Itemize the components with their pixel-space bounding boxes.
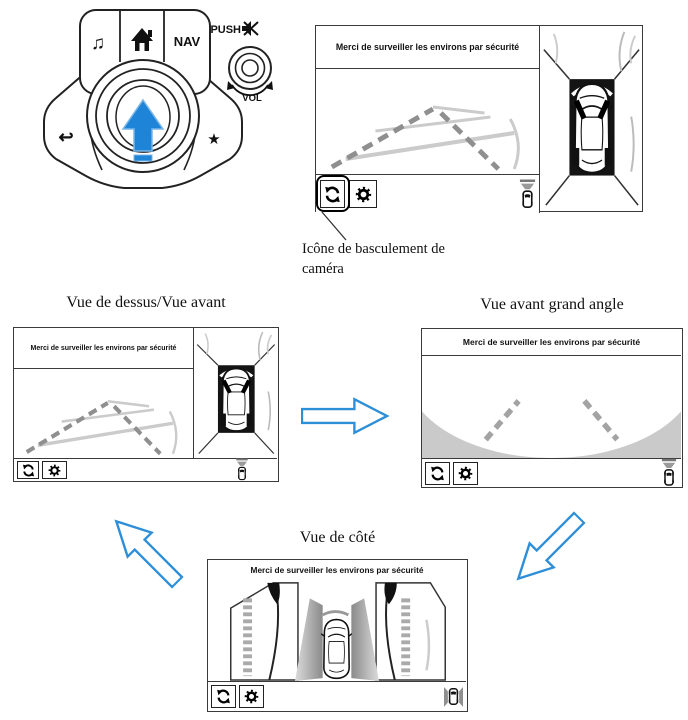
camera-toggle-button[interactable] [211,685,236,708]
toolbar [422,458,681,486]
vehicle-front-sensor-icon [519,178,536,210]
camera-toggle-button[interactable] [425,462,450,485]
settings-button[interactable] [42,461,67,479]
screen-top-front [13,327,279,482]
camera-toggle-icon [22,464,35,477]
back-arrow-icon: ↩ [58,127,74,147]
caption-side-view: Vue de côté [299,529,376,546]
favorite-button[interactable] [207,131,220,148]
cycle-arrow-up-left [100,505,192,597]
cycle-arrow-right [301,396,391,436]
wide-angle-view [422,356,681,458]
settings-button[interactable] [453,462,478,485]
cycle-arrow-down-left [502,503,594,595]
safety-message: Merci de surveiller les environs par sécurité [422,329,681,356]
caption-wide-angle: Vue avant grand angle [480,296,624,313]
settings-gear-icon [48,464,61,477]
highlight-ring [316,175,350,212]
camera-toggle-icon [216,689,231,704]
music-button[interactable] [91,33,105,54]
settings-gear-icon [355,186,372,203]
vol-label: VOL [242,93,262,104]
camera-toggle-annotation: Icône de basculement de caméra [302,241,445,277]
camera-toggle-icon [430,466,445,481]
front-camera-view [316,69,540,174]
mute-speaker-icon [242,21,258,36]
screen-wide-angle [421,328,683,488]
vehicle-front-sensor-icon [235,458,249,481]
nav-button[interactable] [174,34,201,49]
vehicle-front-sensor-icon [661,458,677,487]
push-label: PUSH [210,24,241,36]
svg-text:NAV: NAV [173,34,201,49]
safety-message: Merci de surveiller les environs par sécurité [14,328,194,369]
music-note-icon: ♫ [90,33,106,54]
settings-button[interactable] [349,180,377,208]
leader-line [316,210,352,244]
toolbar [14,458,277,480]
top-view-panel [194,328,277,457]
star-icon: ★ [207,131,221,148]
side-camera-view [208,579,466,681]
caption-top-front: Vue de dessus/Vue avant [66,294,226,311]
top-view-panel [540,26,642,210]
back-button[interactable] [58,127,73,147]
toolbar [316,174,540,213]
settings-button[interactable] [239,685,264,708]
settings-gear-icon [458,466,473,481]
screen-top-front-annotated [315,25,643,212]
volume-knob[interactable] [229,47,271,89]
front-camera-view [14,369,194,458]
vehicle-side-sensor-icon [444,684,463,709]
safety-message: Merci de surveiller les environs par sécurité [250,565,424,575]
screen-side-view [207,559,468,712]
safety-message: Merci de surveiller les environs par sécurité [316,26,540,69]
toolbar [208,681,466,710]
camera-toggle-button[interactable] [17,461,39,479]
settings-gear-icon [244,689,259,704]
controller-diagram [36,2,288,192]
